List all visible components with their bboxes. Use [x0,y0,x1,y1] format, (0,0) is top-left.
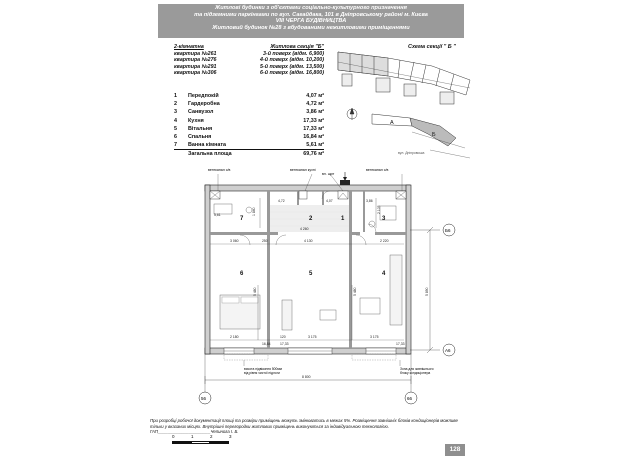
room-number: 4 [174,117,177,124]
vent-label: вентканал кухні [290,168,316,172]
dimension-label: 5 890 [425,287,429,296]
apartment-number: квартира №261 [174,50,217,57]
scheme-title: Схема секції " Б " [408,44,456,50]
room-area-label: 3,86 [366,199,373,203]
apartment-floor: 6-й поверх (відм. 16,800) [260,70,324,77]
apartment-floor: 5-й поверх (відм. 13,500) [260,63,324,70]
room-number-label: 4 [382,271,386,277]
room-number: 3 [174,109,177,116]
dimension-label: 4 260 [300,227,309,231]
header-line-2: та підземними паркінгами по вул. Сагайдака, 101 в Дніпровському районі м. Києва [194,11,428,18]
dimension-label: 3 060 [230,239,239,243]
dimension-label: 250 [262,239,268,243]
room-area-label: 4,72 [278,199,285,203]
floor-plan [205,172,411,360]
header-line-1: Житлові будинки з об'єктами соціально-культурного призначення [215,5,407,11]
room-area: 4,07 м² [306,93,324,99]
section-scheme [338,52,470,104]
sill-height-note: від рівня чистої підлоги [244,371,280,375]
room-number: 6 [174,133,177,140]
dimension-label: 4 130 [304,239,313,243]
room-area: 16,84 м² [303,133,324,140]
dimension-label: 3 175 [308,335,317,339]
ac-zone-note: блоку кондиціонера [400,371,431,375]
apartment-number: квартира №276 [174,57,217,64]
room-area-label: 4,07 [326,199,333,203]
dimension-label: 2 105 [377,205,381,214]
dimension-label: 120 [280,335,286,339]
dimension-label: 5 480 [253,287,257,296]
axis-label: 56 [201,396,207,401]
room-name: Гардеробна [188,101,220,108]
scale-label: 0 [172,434,175,439]
room-number-label: 6 [240,271,244,277]
room-number-label: 3 [382,216,386,222]
page-number: 128 [445,444,465,456]
room-name: Спальня [188,133,212,140]
dimension-label: 16,84 [262,342,271,346]
room-area: 17,33 м² [303,125,324,132]
dimension-label: 17,33 [280,342,289,346]
vent-label: вентканал с/в [208,168,231,172]
dimension-label: 2 220 [380,239,389,243]
room-number: 1 [174,93,177,99]
scale-bar [172,434,252,448]
room-name: Вітальня [188,125,213,132]
section-label-b: Б [432,132,436,138]
electrical-shaft-label: вл. щит [322,172,335,176]
scale-label: 3 [229,434,232,439]
total-area-label: Загальна площа [188,151,232,158]
axis-label: Б6 [445,228,451,233]
street-label: вул. Дніпровська [398,151,425,155]
header-line-3: VIII ЧЕРГА БУДІВНИЦТВА [275,18,347,25]
apartment-number: квартира №291 [174,63,217,70]
room-area-label: 5,61 [214,213,221,217]
dimension-label: 2 180 [230,335,239,339]
dimension-label: 1 840 [252,207,256,216]
scale-label: 2 [210,434,213,439]
axis-label: А6 [445,348,451,353]
room-name: Санвузол [188,109,214,116]
room-name: Передпокій [188,93,219,99]
apartment-floor: 3-й поверх (відм. 6,900) [262,50,324,57]
section-label-a: A [390,120,394,126]
dimension-label: 8 800 [302,375,311,379]
scale-label: 1 [191,434,194,439]
total-area-value: 69,76 м² [303,151,324,158]
room-number-label: 2 [309,216,313,222]
apartment-number: квартира №306 [174,70,217,77]
room-area: 17,33 м² [303,117,324,124]
room-number-label: 5 [309,271,313,277]
sill-height-note: висота підвіконня 500мм [244,367,282,371]
room-area: 5,61 м² [306,142,324,149]
room-number: 2 [174,101,177,108]
room-number: 7 [174,142,177,149]
footnote: При розробці робочої документації площі та розміри приміщень можуть змінюватись в межах 5%. Розміщення зовнішніх блоків кондиціонерів можливе тільки у вказаних місцях. Внутрішні перегородки житлових приміщень виконуються за індивідуальною технологією. ГАП______________________Чепинога І. Б. [150,418,458,435]
header-line-4: Житловий будинок №28 з вбудованими нежитловими приміщеннями [212,24,410,31]
apartment-floor: 4-й поверх (відм. 10,200) [260,57,324,64]
north-arrow-icon [347,108,357,120]
room-number-label: 7 [240,216,244,222]
dimension-label: 3 175 [370,335,379,339]
section-name: Житлова секція "Б" [270,44,324,50]
room-number: 5 [174,125,177,132]
axis-label: 66 [407,396,413,401]
dimension-label: 17,33 [396,342,405,346]
room-number-label: 1 [341,216,345,222]
room-area: 3,86 м² [306,109,324,116]
dimension-label: 5 480 [353,287,357,296]
room-area: 4,72 м² [306,101,324,108]
room-name: Ванна кімната [188,142,226,149]
vent-label: вентканал с/в [366,168,389,172]
apartment-type: 2-кімнатна [174,44,204,50]
ac-zone-note: Зона для зовнішнього [400,367,434,371]
room-name: Кухня [188,117,204,124]
